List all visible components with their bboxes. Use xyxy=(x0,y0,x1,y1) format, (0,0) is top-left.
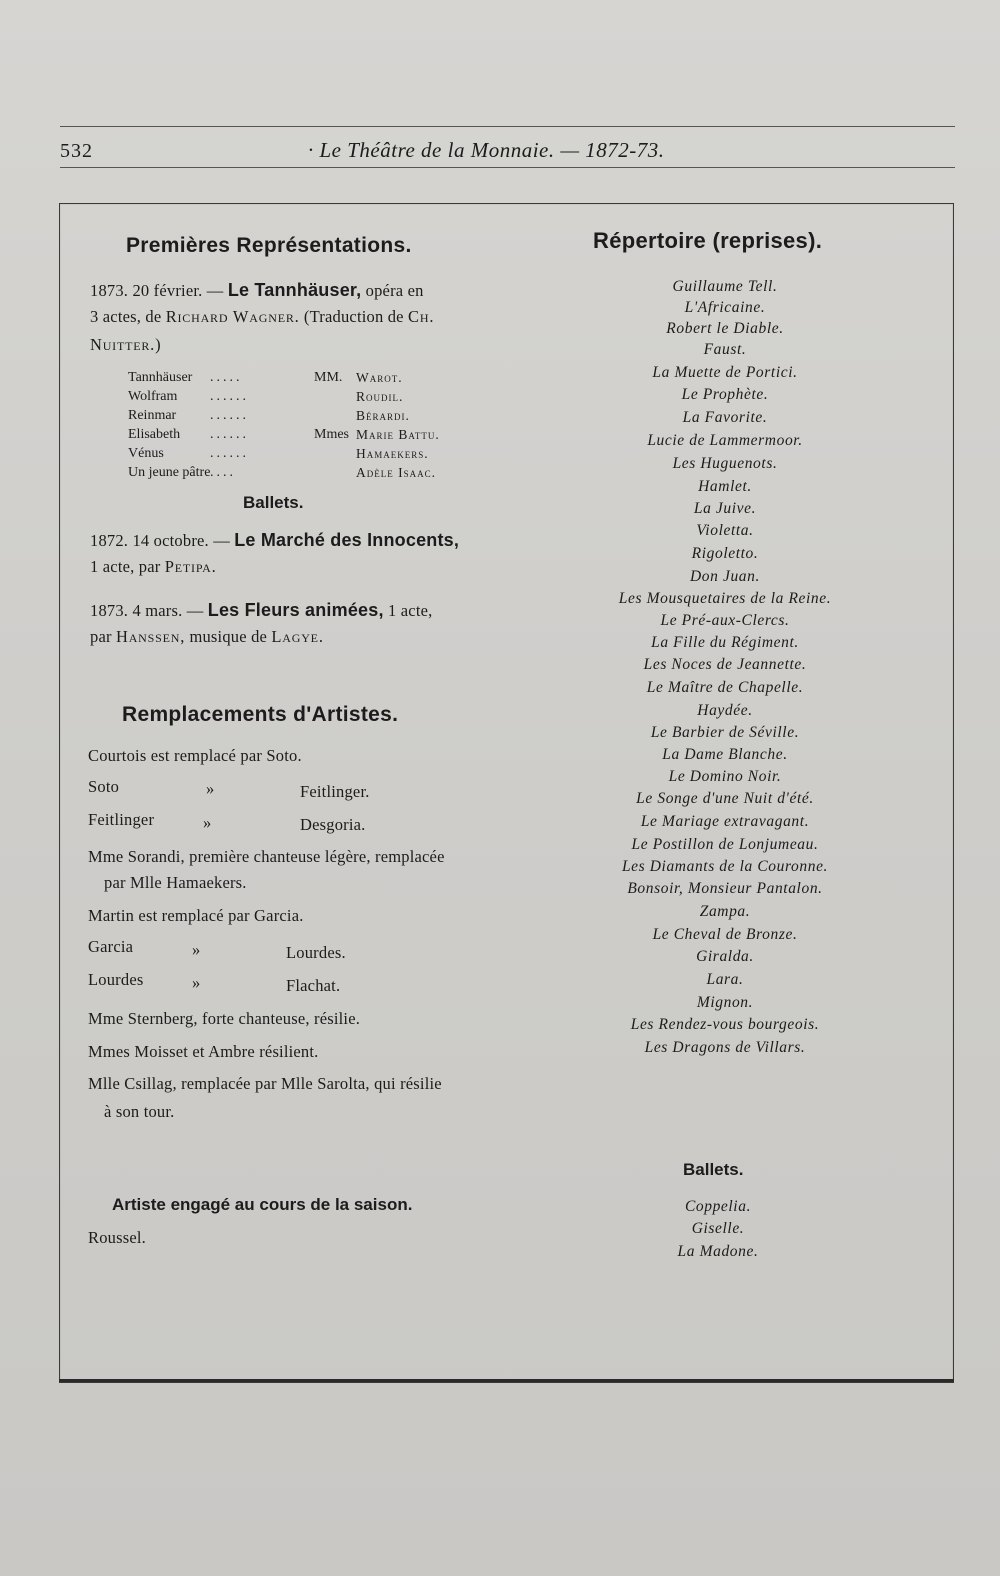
remplacements-heading: Remplacements d'Artistes. xyxy=(122,703,399,726)
remplacement-name: Garcia xyxy=(88,937,134,956)
remplacement-line: Mme Sorandi, première chanteuse légère, remplacée xyxy=(88,847,445,866)
repertoire-item: La Favorite. xyxy=(682,409,768,426)
repertoire-item: Don Juan. xyxy=(690,568,760,585)
premiere-entry-line3: Nuitter.) xyxy=(90,335,162,354)
premiere-entry-line2: 3 actes, de Richard Wagner. (Traduction de Ch. xyxy=(90,307,435,326)
repertoire-item: Le Cheval de Bronze. xyxy=(652,926,798,943)
ballet-item: La Madone. xyxy=(677,1243,759,1260)
premieres-heading: Premières Représentations. xyxy=(126,234,412,257)
cast-row: Vénus ...... Hamaekers. xyxy=(128,446,429,461)
remplacement-replacement: Lourdes. xyxy=(286,943,346,962)
ditto-mark: » xyxy=(203,813,212,832)
repertoire-item: Le Songe d'une Nuit d'été. xyxy=(636,790,814,807)
remplacement-replacement: Desgoria. xyxy=(300,815,366,834)
cast-row: Tannhäuser ..... MM. Warot. xyxy=(128,370,403,385)
repertoire-item: La Fille du Régiment. xyxy=(651,634,799,651)
premiere-entry-line1: 1873. 20 février. — Le Tannhäuser, opéra en xyxy=(90,280,424,300)
remplacement-line: à son tour. xyxy=(104,1102,175,1121)
repertoire-item: Rigoletto. xyxy=(691,545,759,562)
ballet-entry1-line2: 1 acte, par Petipa. xyxy=(90,557,217,576)
ditto-mark: » xyxy=(192,940,201,959)
engage-heading: Artiste engagé au cours de la saison. xyxy=(112,1195,413,1214)
repertoire-item: Mignon. xyxy=(696,994,754,1011)
repertoire-item: La Muette de Portici. xyxy=(652,364,798,381)
frame-bottom-rule xyxy=(59,1379,954,1382)
repertoire-item: Le Postillon de Lonjumeau. xyxy=(631,836,819,853)
repertoire-item: Le Domino Noir. xyxy=(668,768,782,785)
remplacement-line: Mlle Csillag, remplacée par Mlle Sarolta, qui résilie xyxy=(88,1074,442,1093)
running-title: · Le Théâtre de la Monnaie. — 1872-73. xyxy=(308,138,665,162)
premiere-title: Le Tannhäuser, xyxy=(227,280,362,300)
remplacement-name: Feitlinger xyxy=(88,810,155,829)
remplacement-replacement: Feitlinger. xyxy=(300,782,370,801)
remplacement-line: Mmes Moisset et Ambre résilient. xyxy=(88,1042,319,1061)
cast-row: Elisabeth ...... Mmes Marie Battu. xyxy=(128,427,440,442)
composer-name: Richard Wagner. xyxy=(165,307,300,326)
repertoire-item: Violetta. xyxy=(696,522,754,539)
repertoire-item: L'Africaine. xyxy=(684,299,766,316)
remplacement-name: Lourdes xyxy=(88,970,144,989)
repertoire-item: Guillaume Tell. xyxy=(672,278,778,295)
engage-name: Roussel. xyxy=(88,1228,146,1247)
remplacement-line: Courtois est remplacé par Soto. xyxy=(88,746,302,765)
remplacement-replacement: Flachat. xyxy=(286,976,341,995)
repertoire-item: Les Mousquetaires de la Reine. xyxy=(618,590,832,607)
repertoire-item: Le Mariage extravagant. xyxy=(640,813,810,830)
repertoire-item: Les Noces de Jeannette. xyxy=(643,656,807,673)
remplacement-line: par Mlle Hamaekers. xyxy=(104,873,247,892)
repertoire-item: Le Prophète. xyxy=(681,386,769,403)
ballet-item: Giselle. xyxy=(691,1220,745,1237)
ballets-heading-right: Ballets. xyxy=(683,1160,744,1179)
repertoire-item: Le Maître de Chapelle. xyxy=(646,679,804,696)
cast-row: Un jeune pâtre .... Adèle Isaac. xyxy=(128,465,436,480)
ballet-entry2-line2: par Hanssen, musique de Lagye. xyxy=(90,627,324,646)
cast-row: Reinmar ...... Bérardi. xyxy=(128,408,410,423)
repertoire-heading: Répertoire (reprises). xyxy=(593,228,823,253)
repertoire-item: Lara. xyxy=(706,971,744,988)
cast-row: Wolfram ...... Roudil. xyxy=(128,389,404,404)
repertoire-item: La Juive. xyxy=(693,500,757,517)
ballet-item: Coppelia. xyxy=(684,1198,752,1215)
repertoire-item: Faust. xyxy=(703,341,747,358)
ditto-mark: » xyxy=(192,973,201,992)
repertoire-item: Zampa. xyxy=(699,903,751,920)
repertoire-item: Lucie de Lammermoor. xyxy=(647,432,803,449)
repertoire-item: Les Rendez-vous bourgeois. xyxy=(630,1016,820,1033)
ballet-entry1-line1: 1872. 14 octobre. — Le Marché des Innocents, xyxy=(90,530,460,550)
repertoire-item: Les Diamants de la Couronne. xyxy=(621,858,829,875)
remplacement-name: Soto xyxy=(88,777,120,796)
ballet-entry2-line1: 1873. 4 mars. — Les Fleurs animées, 1 acte, xyxy=(90,600,433,620)
page-number: 532 xyxy=(60,140,93,162)
header-top-rule xyxy=(60,126,955,127)
repertoire-item: Le Barbier de Séville. xyxy=(650,724,800,741)
repertoire-item: La Dame Blanche. xyxy=(662,746,788,763)
ditto-mark: » xyxy=(206,779,215,798)
repertoire-item: Haydée. xyxy=(697,702,753,719)
remplacement-line: Martin est remplacé par Garcia. xyxy=(88,906,304,925)
repertoire-item: Robert le Diable. xyxy=(666,320,784,337)
ballets-heading-left: Ballets. xyxy=(243,493,304,512)
repertoire-item: Les Huguenots. xyxy=(672,455,778,472)
repertoire-item: Le Pré-aux-Clercs. xyxy=(660,612,790,629)
repertoire-item: Giralda. xyxy=(696,948,754,965)
header-bottom-rule xyxy=(60,167,955,168)
repertoire-item: Hamlet. xyxy=(698,478,752,495)
repertoire-item: Les Dragons de Villars. xyxy=(644,1039,806,1056)
remplacement-line: Mme Sternberg, forte chanteuse, résilie. xyxy=(88,1009,361,1028)
repertoire-item: Bonsoir, Monsieur Pantalon. xyxy=(627,880,823,897)
